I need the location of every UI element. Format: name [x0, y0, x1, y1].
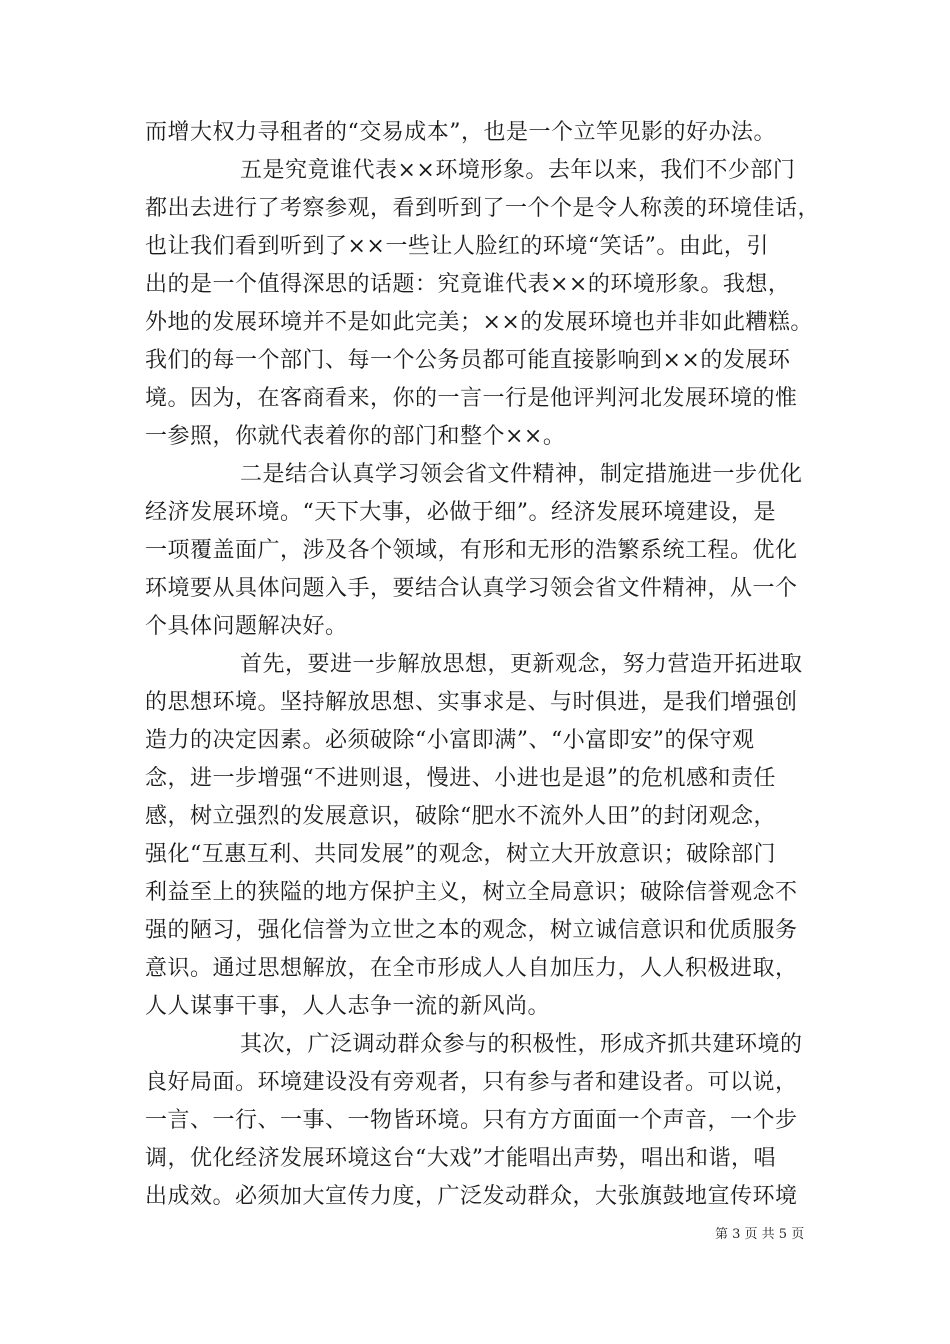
text-line: 一言、一行、一事、一物皆环境。只有方方面面一个声音，一个步	[145, 1108, 798, 1133]
paragraph-start-line: 首先，要进一步解放思想，更新观念，努力营造开拓进取	[240, 652, 803, 677]
text-line: 强的陋习，强化信誉为立世之本的观念，树立诚信意识和优质服务	[145, 918, 798, 943]
text-line: 外地的发展环境并不是如此完美；××的发展环境也并非如此糟糕。	[145, 310, 813, 335]
text-line: 一参照，你就代表着你的部门和整个××。	[145, 424, 566, 449]
text-line: 感，树立强烈的发展意识，破除“肥水不流外人田”的封闭观念，	[145, 804, 776, 829]
text-line: 强化“互惠互利、共同发展”的观念，树立大开放意识；破除部门	[145, 842, 776, 867]
text-line: 出的是一个值得深思的话题：究竟谁代表××的环境形象。我想，	[145, 272, 791, 297]
paragraph-start-line: 二是结合认真学习领会省文件精神，制定措施进一步优化	[240, 462, 803, 487]
text-line: 环境要从具体问题入手，要结合认真学习领会省文件精神，从一个	[145, 576, 798, 601]
text-line: 利益至上的狭隘的地方保护主义，树立全局意识；破除信誉观念不	[145, 880, 798, 905]
text-line: 而增大权力寻租者的“交易成本”，也是一个立竿见影的好办法。	[145, 120, 776, 145]
text-line: 意识。通过思想解放，在全市形成人人自加压力，人人积极进取，	[145, 956, 798, 981]
text-line: 一项覆盖面广，涉及各个领域，有形和无形的浩繁系统工程。优化	[145, 538, 798, 563]
text-line: 的思想环境。坚持解放思想、实事求是、与时俱进，是我们增强创	[145, 690, 798, 715]
text-line: 境。因为，在客商看来，你的一言一行是他评判河北发展环境的惟	[145, 386, 798, 411]
paragraph-start-line: 其次，广泛调动群众参与的积极性，形成齐抓共建环境的	[240, 1032, 803, 1057]
text-line: 个具体问题解决好。	[145, 614, 348, 639]
text-line: 经济发展环境。“天下大事，必做于细”。经济发展环境建设，是	[145, 500, 776, 525]
text-line: 造力的决定因素。必须破除“小富即满”、“小富即安”的保守观	[145, 728, 755, 753]
text-line: 人人谋事干事，人人志争一流的新风尚。	[145, 994, 551, 1019]
text-line: 念，进一步增强“不进则退，慢进、小进也是退”的危机感和责任	[145, 766, 776, 791]
page-number-footer: 第 3 页 共 5 页	[715, 1227, 805, 1242]
paragraph-start-line: 五是究竟谁代表××环境形象。去年以来，我们不少部门	[240, 158, 796, 183]
text-line: 都出去进行了考察参观，看到听到了一个个是令人称羡的环境佳话，	[145, 196, 821, 221]
text-line: 我们的每一个部门、每一个公务员都可能直接影响到××的发展环	[145, 348, 791, 373]
text-line: 良好局面。环境建设没有旁观者，只有参与者和建设者。可以说，	[145, 1070, 798, 1095]
text-line: 出成效。必须加大宣传力度，广泛发动群众，大张旗鼓地宣传环境	[145, 1184, 798, 1209]
text-line: 调，优化经济发展环境这台“大戏”才能唱出声势，唱出和谐，唱	[145, 1146, 776, 1171]
text-line: 也让我们看到听到了××一些让人脸红的环境“笑话”。由此，引	[145, 234, 769, 259]
